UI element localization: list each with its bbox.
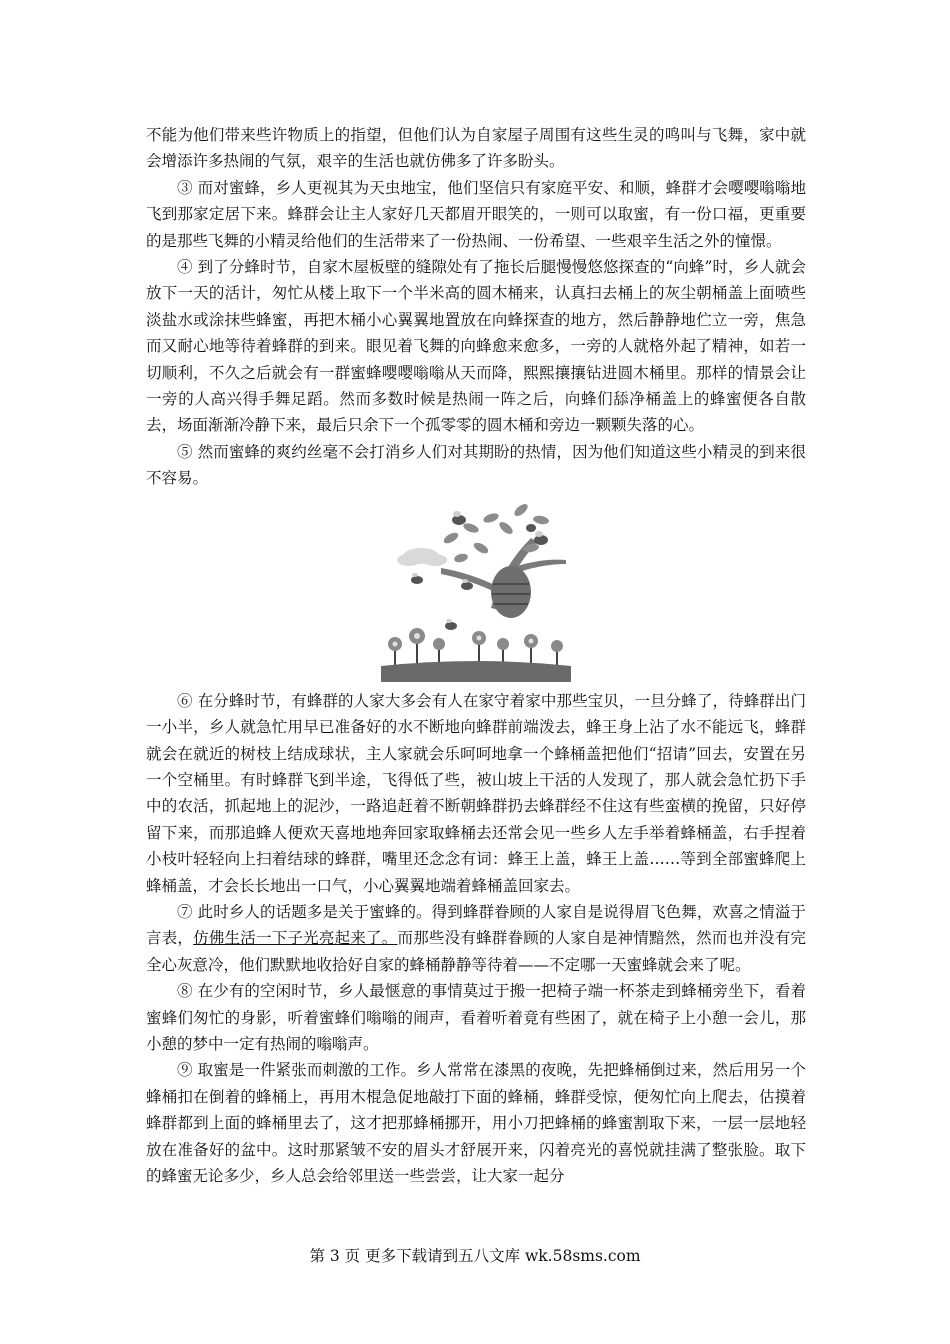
paragraph-continued: 不能为他们带来些许物质上的指望，但他们认为自家屋子周围有这些生灵的鸣叫与飞舞，家中就会增添许多热闹的气氛，艰辛的生活也就仿佛多了许多盼头。 [146,126,806,171]
bee-tree-picture [381,498,571,682]
paragraph-7-end: 而那些没有蜂群眷顾的人家自是神情黯然，然而也并没有完全心灰意冷，他们默默地收拾好自家的蜂桶静静等待着——不定哪一天蜜蜂就会来了呢。 [146,929,806,974]
underlined-sentence: 仿佛生活一下子光亮起来了。 [193,929,398,948]
paragraph-7 [146,899,806,978]
paragraph-9: ⑨ 取蜜是一件紧张而刺激的工作。乡人常常在漆黑的夜晚，先把蜂桶倒过来，然后用另一个蜂桶扣在倒着的蜂桶上，再用木棍急促地敲打下面的蜂桶，蜂群受惊，便匆忙向上爬去，估摸着蜂群都到上面的蜂桶里去了，这才把那蜂桶挪开，用小刀把蜂桶的蜂蜜割取下来，一层一层地轻放在准备好的盆中。这时那紧皱不安的眉头才舒展开来，闪着亮光的喜悦就挂满了整张脸。取下的蜂蜜无论多少，乡人总会给邻里送一些尝尝，让大家一起分 [146,1061,806,1185]
paragraph-3: ③ 而对蜜蜂，乡人更视其为天虫地宝，他们坚信只有家庭平安、和顺，蜂群才会嘤嘤嗡嗡地飞到那家定居下来。蜂群会让主人家好几天都眉开眼笑的，一则可以取蜜，有一份口福，更重要的是那些飞舞的小精灵给他们的生活带来了一份热闹、一份希望、一些艰辛生活之外的憧憬。 [146,178,806,250]
page-footer: 第 3 页 更多下载请到五八文库 wk.58sms.com [309,1247,641,1265]
bee-illustration [146,498,806,688]
paragraph-7-start: ⑦ 此时乡人的话题多是关于蜜蜂的。得到蜂群眷顾的人家自是说得眉飞色舞，欢喜之情溢于言表， [146,902,806,948]
document-body [146,122,806,1189]
paragraph-8: ⑧ 在少有的空闲时节，乡人最惬意的事情莫过于搬一把椅子端一杯茶走到蜂桶旁坐下，看着蜜蜂们匆忙的身影，听着蜜蜂们嗡嗡的闹声，看着听着竟有些困了，就在椅子上小憩一会儿，那小憩的梦中一定有热闹的嗡嗡声。 [146,982,806,1053]
paragraph-4: ④ 到了分蜂时节，自家木屋板壁的缝隙处有了拖长后腿慢慢悠悠探查的“向蜂”时，乡人就会放下一天的活计，匆忙从楼上取下一个半米高的圆木桶来，认真扫去桶上的灰尘朝桶盖上面喷些淡盐水或涂抹些蜂蜜，再把木桶小心翼翼地置放在向蜂探查的地方，然后静静地伫立一旁，焦急而又耐心地等待着蜂群的到来。眼见着飞舞的向蜂愈来愈多，一旁的人就格外起了精神，如若一切顺利，不久之后就会有一群蜜蜂嘤嘤嗡嗡从天而降，熙熙攘攘钻进圆木桶里。那样的情景会让一旁的人高兴得手舞足蹈。然而多数时候是热闹一阵之后，向蜂们舔净桶盖上的蜂蜜便各自散去，场面渐渐冷静下来，最后只余下一个孤零零的圆木桶和旁边一颗颗失落的心。 [146,258,806,435]
paragraph-6: ⑥ 在分蜂时节，有蜂群的人家大多会有人在家守着家中那些宝贝，一旦分蜂了，待蜂群出门一小半，乡人就急忙用早已准备好的水不断地向蜂群前端泼去，蜂王身上沾了水不能远飞，蜂群就会在就近的树枝上结成球状，主人家就会乐呵呵地拿一个蜂桶盖把他们“招请”回去，安置在另一个空桶里。有时蜂群飞到半途，飞得低了些，被山坡上干活的人发现了，那人就会急忙扔下手中的农活，抓起地上的泥沙，一路追赶着不断朝蜂群扔去蜂群经不住这有些蛮横的挽留，只好停留下来，而那追蜂人便欢天喜地地奔回家取蜂桶去还常会见一些乡人左手举着蜂桶盖，右手捏着小枝叶轻轻向上扫着结球的蜂群，嘴里还念念有词：蜂王上盖，蜂王上盖……等到全部蜜蜂爬上蜂桶盖，才会长长地出一口气，小心翼翼地端着蜂桶盖回家去。 [146,691,806,895]
paragraph-5: ⑤ 然而蜜蜂的爽约丝毫不会打消乡人们对其期盼的热情，因为他们知道这些小精灵的到来很不容易。 [146,442,806,488]
